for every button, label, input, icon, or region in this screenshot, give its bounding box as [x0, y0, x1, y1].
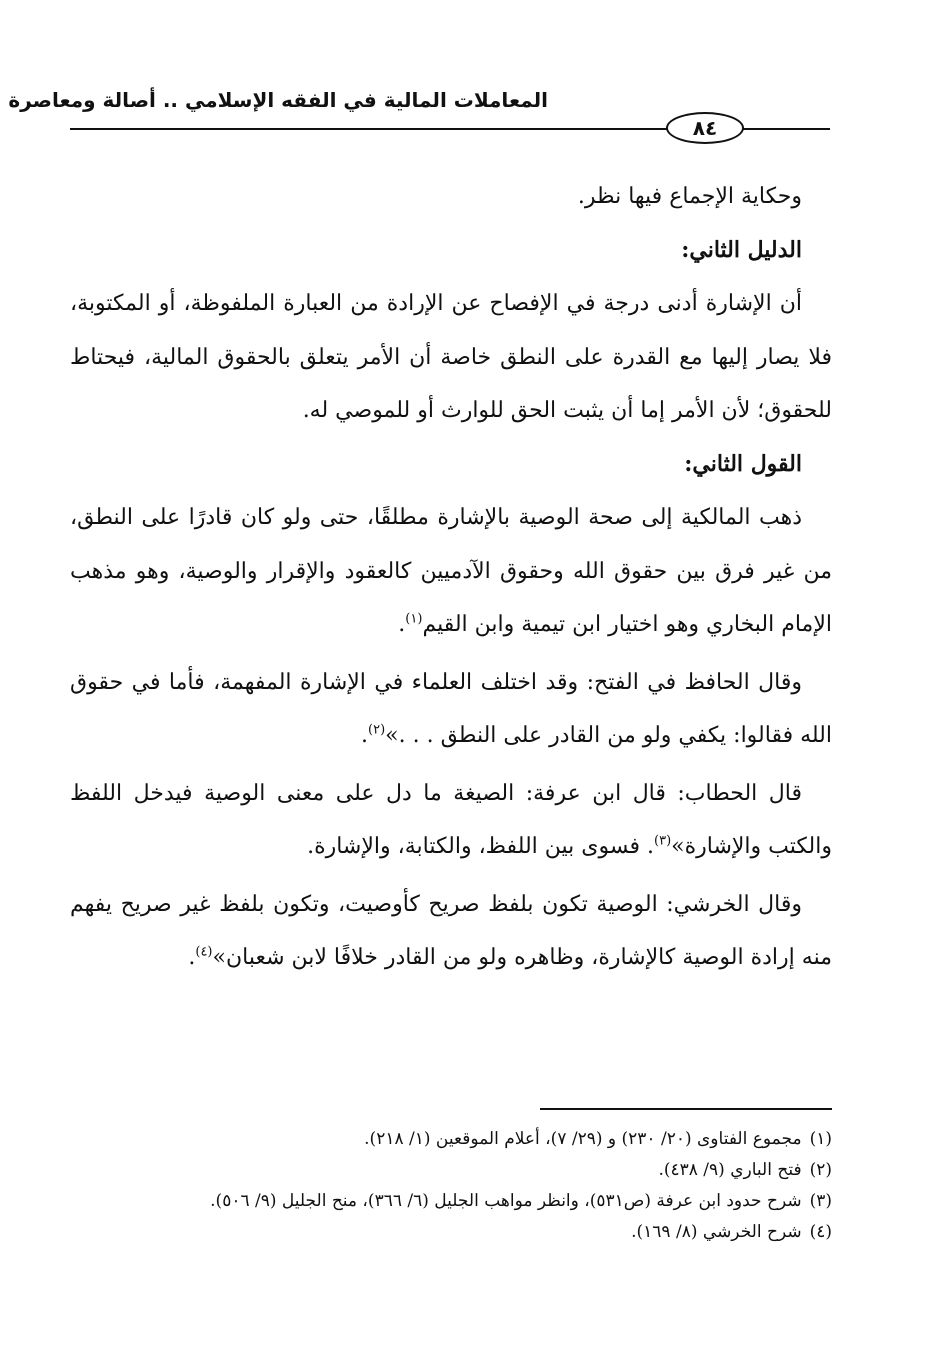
paragraph-hafiz: وقال الحافظ في الفتح: وقد اختلف العلماء في الإشارة المفهمة، فأما في حقوق الله فقالوا: يكفي ولو من القادر على النطق . . .»$^{(٢)}$. [70, 669, 832, 748]
running-header-title: المعاملات المالية في الفقه الإسلامي .. أصالة ومعاصرة [8, 88, 548, 112]
page-number: ٨٤ [666, 112, 744, 144]
footnote-ref-1: (١) [405, 611, 423, 627]
paragraph-maliki: ذهب المالكية إلى صحة الوصية بالإشارة مطلقًا، حتى ولو كان قادرًا على النطق، من غير فرق بين حقوق الله وحقوق الآدميين كالعقود والإقرار والوصية، وهو مذهب الإمام البخاري وهو اختيار ابن تيمية وابن القيم$^{(١)}$. [70, 505, 832, 637]
header-rule-left [70, 128, 668, 130]
heading-second-evidence: الدليل الثاني: [681, 236, 802, 263]
footnote-ref-2: (٢) [368, 722, 386, 738]
footnote-ref-4: (٤) [195, 944, 213, 960]
footnotes [70, 1124, 832, 1248]
footnote-divider [540, 1108, 832, 1110]
footnote-1: (١)مجموع الفتاوى (٢٠/ ٢٣٠) و (٢٩/ ٧)، أعلام الموقعين (١/ ٢١٨). [364, 1129, 832, 1149]
footnote-2: (٢)فتح الباري (٩/ ٤٣٨). [658, 1160, 832, 1180]
paragraph-hattab: قال الحطاب: قال ابن عرفة: الصيغة ما دل على معنى الوصية فيدخل اللفظ والكتب والإشارة»$^{(٣)}$. فسوى بين اللفظ، والكتابة، والإشارة. [70, 780, 832, 859]
footnote-3: (٣)شرح حدود ابن عرفة (ص٥٣١)، وانظر مواهب الجليل (٦/ ٣٦٦)، منح الجليل (٩/ ٥٠٦). [210, 1191, 832, 1211]
heading-second-opinion: القول الثاني: [684, 450, 802, 477]
footnote-4: (٤)شرح الخرشي (٨/ ١٦٩). [631, 1222, 832, 1242]
footnote-ref-3: (٣) [654, 833, 672, 849]
paragraph-consensus: وحكاية الإجماع فيها نظر. [577, 184, 802, 209]
main-text [70, 170, 832, 985]
header-rule-right [742, 128, 830, 130]
paragraph-second-evidence: أن الإشارة أدنى درجة في الإفصاح عن الإرادة من العبارة الملفوظة، أو المكتوبة، فلا يصار إليها مع القدرة على النطق خاصة أن الأمر يتعلق بالحقوق المالية، فيحتاط للحقوق؛ لأن الأمر إما أن يثبت الحق للوارث أو للموصي له. [70, 291, 832, 423]
paragraph-kharashi: وقال الخرشي: الوصية تكون بلفظ صريح كأوصيت، وتكون بلفظ غير صريح يفهم منه إرادة الوصية كالإشارة، وظاهره ولو من القادر خلافًا لابن شعبان»$^{(٤)}$. [70, 891, 832, 970]
